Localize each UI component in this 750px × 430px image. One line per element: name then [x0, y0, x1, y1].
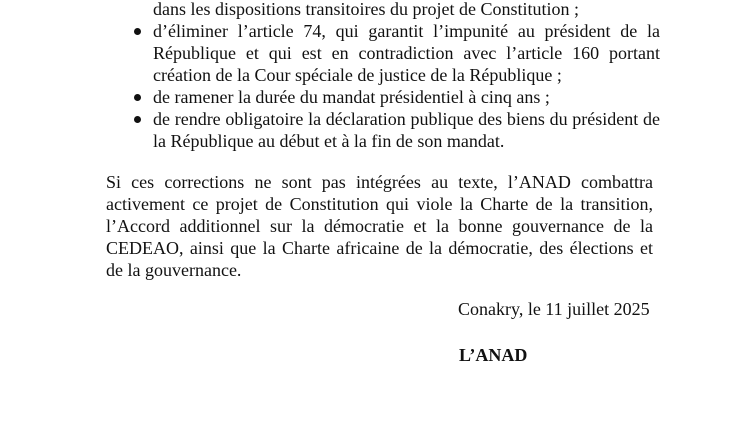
bullet-icon [134, 28, 141, 35]
list-item [130, 108, 660, 152]
bullet-text: dans les dispositions transitoires du projet de Constitution ; [153, 0, 579, 19]
signature: L’ANAD [459, 345, 528, 365]
closing-paragraph: Si ces corrections ne sont pas intégrées au texte, l’ANAD combattra activement ce projet de Constitution qui viole la Charte de la transition, l’Accord additionnel sur la démocratie et la bonne gouvernance de la CEDEAO, ainsi que la Charte africaine de la démocratie, des élections et de la gouvernance. [106, 172, 653, 280]
bullet-text: de rendre obligatoire la déclaration publique des biens du président de la République au début et à la fin de son mandat. [153, 109, 660, 151]
list-item [130, 20, 660, 86]
bullet-text: d’éliminer l’article 74, qui garantit l’impunité au président de la République et qui est en contradiction avec l’article 160 portant création de la Cour spéciale de justice de la République ; [153, 21, 660, 85]
bullet-icon [134, 116, 141, 123]
place-date: Conakry, le 11 juillet 2025 [458, 299, 650, 319]
bullet-text: de ramener la durée du mandat présidentiel à cinq ans ; [153, 87, 550, 107]
list-item [130, 0, 660, 20]
bullet-icon [134, 94, 141, 101]
list-item [130, 86, 660, 108]
demands-list [130, 0, 660, 152]
